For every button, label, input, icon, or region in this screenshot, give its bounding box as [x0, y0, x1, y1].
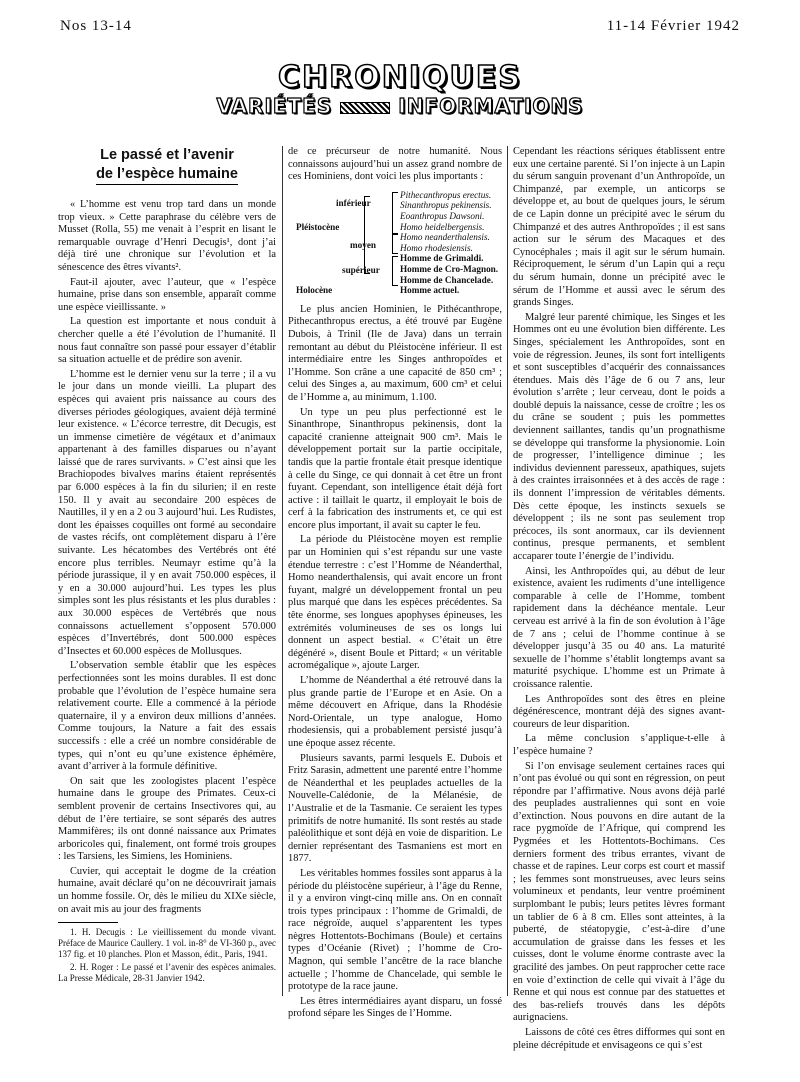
- paragraph: Plusieurs savants, parmi lesquels E. Dubois et Fritz Sarasin, admettent une parenté entre l’homme de Néanderthal et les peuplades actuelles de la Nouvelle-Calédonie, de la Mélanésie, de l’Australie et de la Tasmanie. Ce seraient les types primitifs de notre humanité. Ils sont restés au stade paléolithique et sont déjà en voie de disparition. Le dernier représentant des Tasmaniens est mort en 1877.: [288, 752, 502, 865]
- table-brace: [392, 256, 398, 286]
- table-label: Holocène: [296, 285, 333, 296]
- species-name: Homme actuel.: [400, 285, 460, 296]
- paragraph: « L’homme est venu trop tard dans un monde trop vieux. » Cette paraphrase du célèbre vers de Musset (Rolla, 55) me venait à l’esprit en lisant le remarquable ouvrage d’Henri Decugis¹, dont j’ai déjà tiré une chronique sur l’évolution et la sénescence des êtres vivants².: [58, 199, 276, 273]
- column-2: [288, 146, 502, 1023]
- masthead-informations: INFORMATIONS: [398, 94, 584, 118]
- article-title-line1: Le passé et l’avenir: [100, 147, 234, 163]
- footnote: 1. H. Decugis : Le vieillissement du monde vivant. Préface de Maurice Caullery. 1 vol. in-8° de VI-360 p., avec 137 fig. et 10 planches. Plon et Masson, édit., Paris, 1941.: [58, 927, 276, 960]
- paragraph: Un type un peu plus perfectionné est le Sinanthrope, Sinanthropus pekinensis, dont la capacité cranienne atteignait 900 cm³. Mais le développement portait sur la partie occipitale, tandis que la partie frontale était presque identique à celle du Singe, ce qui donnait à cet être un front fuyant. Cependant, son intelligence était déjà fort active : il taillait le quartz, il employait le bois de cerf à la fabrication des instruments et, ce qui est encore plus important, il avait su capter le feu.: [288, 406, 502, 531]
- paragraph: Ainsi, les Anthropoïdes qui, au début de leur existence, avaient les rudiments d’une intelligence comparable à celle de l’Homme, tombent rapidement dans la déchéance mentale. Leur cerveau est arrivé à la fin de son évolution à l’âge de 7 ans ; celui de l’homme continue à se développer jusqu’à 35 ou 40 ans. La maturité sexuelle de l’homme s’établit longtemps avant sa maturité psychique. L’homme est un Primate à croissance ralentie.: [513, 565, 725, 690]
- paragraph: Les véritables hommes fossiles sont apparus à la période du pléistocène supérieur, à l’âge du Renne, il y a environ vingt-cinq mille ans. On en connaît trois types principaux : l’homme de Grimaldi, de race négroïde, auquel s’apparentent les types nègres Hottentots-Bochimans (Boule) et certains types d’Océanie (Rivet) ; l’homme de Cro-Magnon, qui semble l’ancêtre de la race blanche actuelle ; l’homme de Chancelade, qui semble le prototype de la race jaune.: [288, 867, 502, 993]
- paragraph: L’homme de Néanderthal a été retrouvé dans la plus grande partie de l’Europe et en Asie. On a même découvert en Afrique, dans la Rhodésie Nord-Orientale, un type analogue, Homo rhodesiensis, qui a probablement persisté jusqu’à une époque assez récente.: [288, 675, 502, 749]
- species-name: Homo heidelbergensis.: [400, 221, 485, 232]
- column-3: [513, 146, 725, 1054]
- issue-date: 11-14 Février 1942: [606, 18, 740, 34]
- paragraph: La question est importante et nous conduit à chercher quelle a été l’évolution de l’humanité. Il nous faut connaître son passé pour essayer d’établir sa situation actuelle et de prédire son avenir.: [58, 316, 276, 366]
- article-title-line2: de l’espèce humaine: [96, 165, 238, 185]
- species-name: Pithecanthropus erectus.: [400, 189, 492, 200]
- table-label: moyen: [350, 239, 377, 250]
- table-label: Pléistocène: [296, 221, 340, 232]
- masthead-varietes: VARIÉTÉS: [216, 94, 333, 118]
- column-divider: [507, 146, 508, 996]
- table-label: inférieur: [336, 197, 371, 208]
- paragraph: Faut-il ajouter, avec l’auteur, que « l’espèce humaine, prise dans son ensemble, apparaît comme une espèce vieillissante. »: [58, 276, 276, 313]
- paragraph: L’observation semble établir que les espèces perfectionnées sont les moins durables. Il est donc probable que l’évolution de l’espèce humaine sera relativement courte. Elle a commencé à la période quaternaire, il y a environ deux millions d’années. Comme toujours, la Nature a fait des essais successifs : elle a créé un nombre considérable de types, qui n’ont eu qu’une existence éphémère, avant d’arriver à la formule définitive.: [58, 660, 276, 773]
- species-name: Homo neanderthalensis.: [400, 232, 490, 243]
- table-brace: [392, 192, 398, 234]
- paragraph: La période du Pléistocène moyen est remplie par un Hominien qui s’est répandu sur une vaste étendue terrestre : c’est l’Homme de Néanderthal, Homo neanderthalensis, qui avait encore un front fuyant, malgré un développement frontal un peu plus marqué que dans les espèces précédentes. Sa tête énorme, ses longues apophyses épineuses, les extrémités volumineuses de ses os longs lui donnent un aspect bestial. « C’était un être dégénéré », disent Boule et Pittard; « un véritable acromégalique », ajoute Larger.: [288, 534, 502, 672]
- paragraph: Laissons de côté ces êtres difformes qui sont en pleine décrépitude et envisageons ce qui s’est: [513, 1026, 725, 1051]
- masthead-subtitle: [0, 94, 800, 118]
- species-name: Homme de Grimaldi.: [400, 253, 484, 264]
- issue-number: Nos 13-14: [60, 18, 132, 34]
- paragraph: Cuvier, qui acceptait le dogme de la création humaine, avait déclaré qu’on ne découvrirait jamais un homme fossile. Or, dès le milieu du XIXe siècle, on avait mis au jour des fragments: [58, 865, 276, 915]
- ornament-icon: [340, 102, 390, 114]
- page-header: [60, 12, 740, 36]
- footnote-rule: [58, 922, 118, 923]
- paragraph: Cependant les réactions sériques établissent entre eux une certaine parenté. Si l’on injecte à un Lapin du sérum sanguin provenant d’un Anthropoïde, un Chimpanzé, par exemple, un anticorps se développe et, au bout de quelques jours, le sérum de ce Lapin donne un précipité avec le sérum du Chimpanzé et des autres Anthropoïdes ; il est sans action sur le sérum des Macaques et des Cynocéphales ; mais il agit sur le sérum humain. Réciproquement, le sérum d’un Lapin qui a reçu du sérum humain, donne un précipité avec le sérum de l’Homme et aussi avec le sérum des grands Singes.: [513, 146, 725, 309]
- species-name: Sinanthropus pekinensis.: [400, 200, 492, 211]
- species-name: Homme de Chancelade.: [400, 274, 494, 285]
- species-name: Eoanthropus Dawsoni.: [400, 210, 485, 221]
- table-brace: [392, 234, 398, 254]
- table-brace: [364, 196, 370, 274]
- table-label: supérieur: [342, 264, 380, 275]
- masthead-chroniques: CHRONIQUES: [278, 60, 522, 95]
- column-divider: [282, 146, 283, 996]
- paragraph: Si l’on envisage seulement certaines races qui n’ont pas évolué ou qui sont en régression, on peut répondre par l’affirmative. Nous avons déjà parlé des peuplades australiennes qui sont en voie d’extinction. Nous pouvons en dire autant de la race pygmoïde de l’Afrique, qui comprend les Pygmées et les Hottentots-Bochimans. Ces derniers forment des tribus errantes, vivant de chasse et de rapines. Leur corps est court et massif ; les femmes sont monstrueuses, avec leurs seins volumineux et pendants, leur ventre proéminent surplombant le pubis; leurs petites lèvres formant un tablier de 6 à 8 cm. Elles sont atteintes, à la puberté, de stéatopygie, c’est-à-dire d’une accumulation de graisse dans les fesses et les cuisses, dont le volume énorme contraste avec la gracilité des jambes. On peut rapprocher cette race en voie d’extinction de celle qui vivait à l’âge du Renne et qui nous est connue par des statuettes et des bas-reliefs trouvés dans les dépôts aurignaciens.: [513, 760, 725, 1024]
- paragraph: de ce précurseur de notre humanité. Nous connaissons aujourd’hui un assez grand nombre de ces Hominiens, dont voici les plus importants :: [288, 146, 502, 183]
- article-title: [58, 146, 276, 185]
- footnote: 2. H. Roger : Le passé et l’avenir des espèces animales. La Presse Médicale, 28-31 Janvier 1942.: [58, 962, 276, 984]
- paragraph: La même conclusion s’applique-t-elle à l’espèce humaine ?: [513, 733, 725, 757]
- paragraph: Les Anthropoïdes sont des êtres en pleine dégénérescence, montrant déjà des signes avant-coureurs de leur disparition.: [513, 693, 725, 730]
- species-name: Homo rhodesiensis.: [400, 242, 473, 253]
- hominid-table: [288, 189, 502, 296]
- paragraph: Le plus ancien Hominien, le Pithécanthrope, Pithecanthropus erectus, a été trouvé par Eugène Dubois, à Trinil (Ile de Java) dans un terrain remontant au début du Pléistocène inférieur. Il est intermédiaire entre les Singes anthropoïdes et l’Homme. Son crâne a une capacité de 850 cm³ ; celui des Singes a, au maximum, 600 cm³ et celui de l’Homme a, au minimum, 1.100.: [288, 303, 502, 403]
- species-name: Homme de Cro-Magnon.: [400, 263, 499, 274]
- column-1: [58, 146, 276, 986]
- paragraph: On sait que les zoologistes placent l’espèce humaine dans le groupe des Primates. Ceux-ci semblent provenir de certains Insectivores qui, au début de l’ère tertiaire, se sont séparés des autres Mammifères; ils ont donné naissance aux Primates arboricoles qui, finalement, ont formé trois groupes : les Tarsiens, les Simiens, les Hominiens.: [58, 775, 276, 863]
- paragraph: L’homme est le dernier venu sur la terre ; il a vu le jour dans un monde vieilli. La plupart des espèces qui avaient pris naissance au cours des diverses périodes géologiques, avaient déjà terminé leur existence. « L’écorce terrestre, dit Decugis, est un immense cimetière de végétaux et d’animaux appartenant à des familles disparues ou n’ayant laissé que de rares survivants. » C’est ainsi que les Brachiopodes bivalves marins étaient représentés par 6.000 espèces à la fin du silurien; il en reste 150. Il y avait au secondaire 200 espèces de Nautilles, il y en a 2 ou 3 aujourd’hui. Les Rudistes, dont les épaisses coquilles ont formé au secondaire de vastes récifs, ont complètement disparu à l’ère suivante. Les hécatombes des Vertébrés ont été encore plus terribles. Neumayr estime qu’à la période jurassique, il y en avait 750.000 espèces, il y en a 30.000 aujourd’hui. Les types les plus simples sont les plus résistants et les plus durables : aux 30.000 espèces de Vertébrés que nous connaissons actuellement s’opposent 570.000 espèces d’Invertébrés, dont 500.000 espèces d’Insectes et 60.000 espèces de Mollusques.: [58, 368, 276, 657]
- paragraph: Malgré leur parenté chimique, les Singes et les Hommes ont eu une évolution bien différente. Les Singes, spécialement les Anthropoïdes, sont en voie de régression. Jeunes, ils sont fort intelligents et sont susceptibles d’acquérir des connaissances étendues. Mais dès l’âge de 6 ou 7 ans, leur évolution s’arrête ; leur cerveau, dont le poids a doublé depuis la naissance, cesse de croître ; les os du crâne se soudent ; puis les pommettes deviennent saillantes, tandis qu’un prognathisme se développe qui transforme la physionomie. Loin de progresser, l’intelligence diminue ; les individus deviennent paresseux, apathiques, sujets à des craintes irraisonnées et à des accès de rage : ils donnent l’impression de véritables déments. Dès cette époque, les instincts sexuels se développent ; ils ne sont pas seulement trop précoces, ils sont anormaux, car ils deviennent continus, presque permanents, et semblent accaparer toute l’énergie de l’individu.: [513, 311, 725, 562]
- paragraph: Les êtres intermédiaires ayant disparu, un fossé profond sépare les Singes de l’Homme.: [288, 995, 502, 1020]
